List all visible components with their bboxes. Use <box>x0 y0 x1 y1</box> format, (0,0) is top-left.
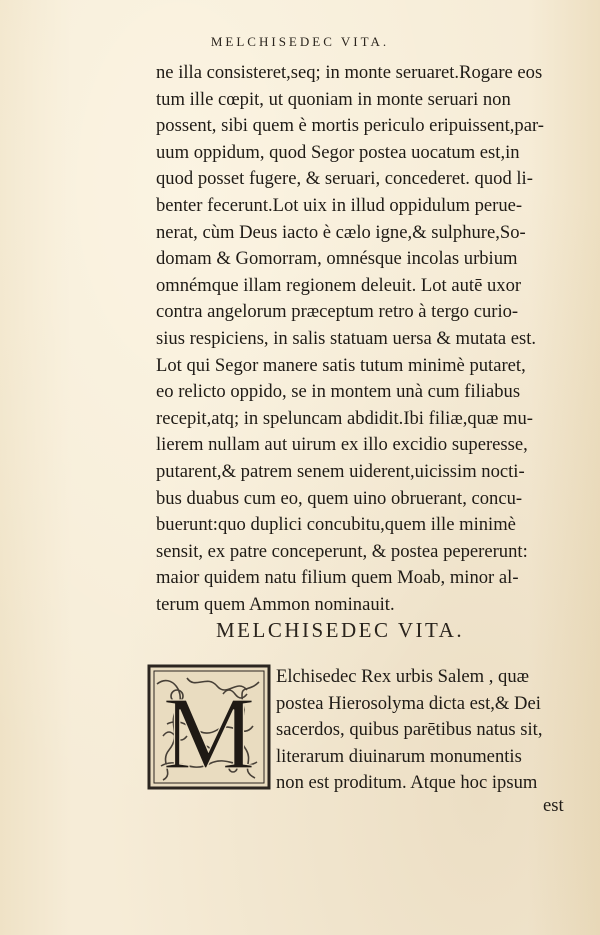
text-line: Elchisedec Rex urbis Salem , quæ <box>276 666 530 687</box>
text-line: literarum diuinarum monumentis <box>276 745 522 767</box>
text-line: uum oppidum, quod Segor postea uocatum est,in <box>156 141 520 163</box>
text-line: recepit,atq; in speluncam abdidit.Ibi filiæ,quæ mu- <box>156 407 533 429</box>
text-line: terum quem Ammon nominauit. <box>156 593 395 615</box>
running-head: MELCHISEDEC VITA. <box>210 34 390 49</box>
text-line: eo relicto oppido, se in montem unà cum filiabus <box>156 381 521 403</box>
text-line: Lot qui Segor manere satis tutum minimè putaret, <box>156 354 526 376</box>
initial-letter: M <box>162 676 256 790</box>
section-text <box>276 664 576 797</box>
text-line: sacerdos, quibus parētibus natus sit, <box>276 719 543 741</box>
text-line: possent, sibi quem è mortis periculo eripuissent,par- <box>156 115 544 137</box>
text-line: non est proditum. Atque hoc ipsum <box>276 772 538 794</box>
text-line: bus duabus cum eo, quem uino obruerant, concu- <box>156 487 523 509</box>
text-line: ne illa consisteret,seq; in monte seruaret.Rogare eos <box>156 62 543 83</box>
text-line: lierem nullam aut uirum ex illo excidio superesse, <box>156 434 528 456</box>
text-line: tum ille cœpit, ut quoniam in monte seruari non <box>156 88 511 110</box>
body-text <box>156 60 572 618</box>
decorated-initial-graphic <box>147 664 271 790</box>
text-line: omnémque illam regionem deleuit. Lot autē uxor <box>156 274 522 296</box>
text-line: nerat, cùm Deus iacto è cælo igne,& sulphure,So- <box>156 221 526 243</box>
text-line: buerunt:quo duplici concubitu,quem ille minimè <box>156 514 516 536</box>
text-line: putarent,& patrem senem uiderent,uicissim nocti- <box>156 460 525 482</box>
text-line: sius respiciens, in salis statuam uersa & mutata est. <box>156 327 537 349</box>
text-line: sensit, ex patre conceperunt, & postea pepererunt: <box>156 540 528 562</box>
catchword: est <box>543 795 564 816</box>
text-line: quod posset fugere, & seruari, concederet. quod li- <box>156 168 533 190</box>
text-line: postea Hierosolyma dicta est,& Dei <box>276 692 541 714</box>
text-line: contra angelorum præceptum retro à tergo curio- <box>156 301 519 323</box>
text-line: maior quidem natu filium quem Moab, minor al- <box>156 567 519 589</box>
text-line: domam & Gomorram, omnésque incolas urbium <box>156 248 518 270</box>
section-heading: MELCHISEDEC VITA. <box>216 618 465 642</box>
text-line: benter fecerunt.Lot uix in illud oppidulum perue- <box>156 194 523 216</box>
decorated-initial <box>147 664 271 790</box>
